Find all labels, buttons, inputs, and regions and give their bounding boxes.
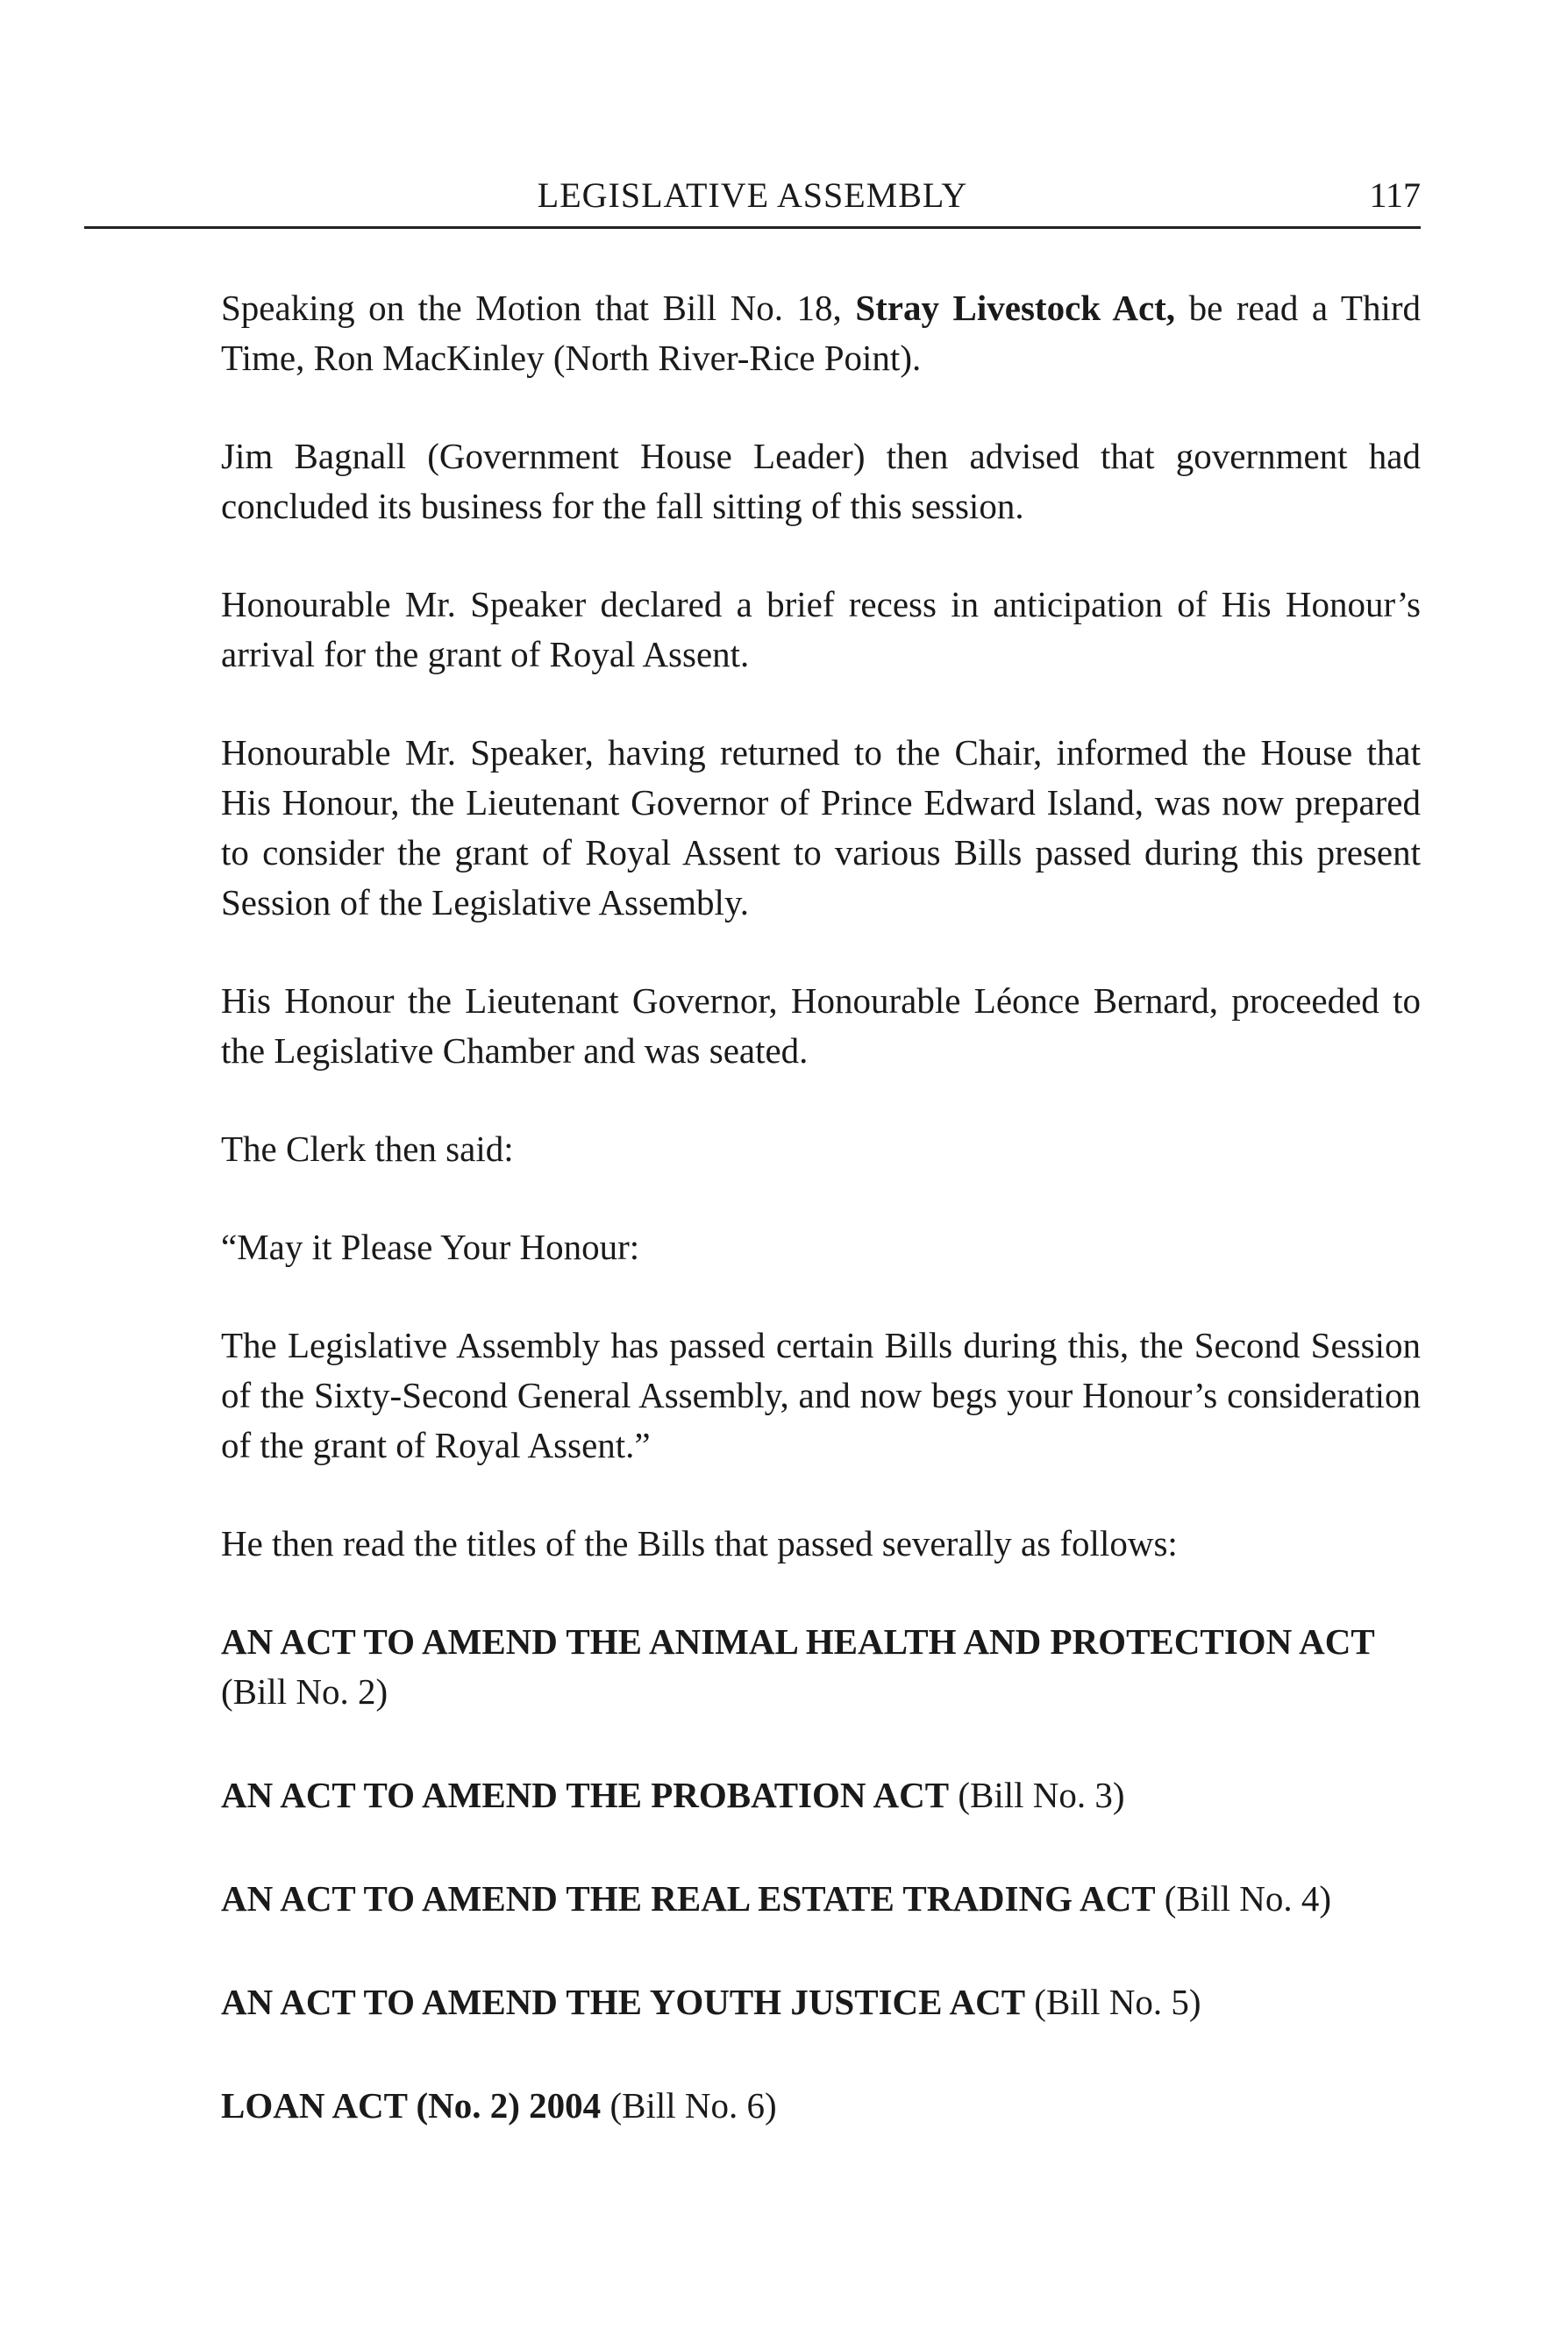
bill-number: (Bill No. 5) — [1025, 1982, 1201, 2022]
bill-entry — [221, 1770, 1421, 1820]
bill-title: AN ACT TO AMEND THE REAL ESTATE TRADING ACT — [221, 1878, 1156, 1919]
paragraph-read-titles: He then read the titles of the Bills that passed severally as follows: — [221, 1523, 1178, 1563]
paragraph-bills-passed: The Legislative Assembly has passed certain Bills during this, the Second Session of the Sixty-Second General Assembly, and now begs your Honour’s consideration of the grant of Royal Assent.” — [221, 1325, 1421, 1465]
bill-title: AN ACT TO AMEND THE PROBATION ACT — [221, 1775, 950, 1815]
page-title: LEGISLATIVE ASSEMBLY — [537, 175, 968, 215]
page-header — [84, 174, 1421, 229]
bill-number: (Bill No. 3) — [949, 1775, 1125, 1815]
bill-number: (Bill No. 6) — [601, 2085, 777, 2126]
paragraph-text: be read a Third Time, Ron MacKinley (North River-Rice Point). — [221, 288, 1422, 378]
paragraph-house-leader: Jim Bagnall (Government House Leader) then advised that government had concluded its business for the fall sitting of this session. — [221, 436, 1421, 526]
paragraph-third-reading — [221, 283, 1421, 383]
bill-name-bold: Stray Livestock Act, — [855, 288, 1176, 328]
paragraph-text: Speaking on the Motion that Bill No. 18, — [221, 288, 856, 328]
paragraph-recess: Honourable Mr. Speaker declared a brief recess in anticipation of His Honour’s arrival for the grant of Royal Assent. — [221, 584, 1421, 674]
bill-number: (Bill No. 4) — [1155, 1878, 1331, 1919]
page-number: 117 — [1369, 175, 1421, 215]
paragraph-speaker-returned: Honourable Mr. Speaker, having returned to the Chair, informed the House that His Honour, the Lieutenant Governor of Prince Edward Island, was now prepared to consider the grant of Royal Assent to various Bills passed during this present Session of the Legislative Assembly. — [221, 732, 1421, 922]
bill-title: LOAN ACT (No. 2) 2004 — [221, 2085, 602, 2126]
paragraph-address: “May it Please Your Honour: — [221, 1227, 640, 1267]
bill-entry — [221, 2081, 1421, 2131]
bill-title: AN ACT TO AMEND THE YOUTH JUSTICE ACT — [221, 1982, 1026, 2022]
paragraph-lieutenant-governor: His Honour the Lieutenant Governor, Honourable Léonce Bernard, proceeded to the Legislative Chamber and was seated. — [221, 980, 1421, 1071]
bill-entry — [221, 1874, 1421, 1924]
bill-title: AN ACT TO AMEND THE ANIMAL HEALTH AND PROTECTION ACT — [221, 1621, 1375, 1662]
bill-entry — [221, 1617, 1421, 1717]
bill-number: (Bill No. 2) — [221, 1671, 388, 1712]
page-body — [221, 283, 1421, 2184]
paragraph-clerk-said: The Clerk then said: — [221, 1129, 514, 1169]
bill-entry — [221, 1977, 1421, 2027]
